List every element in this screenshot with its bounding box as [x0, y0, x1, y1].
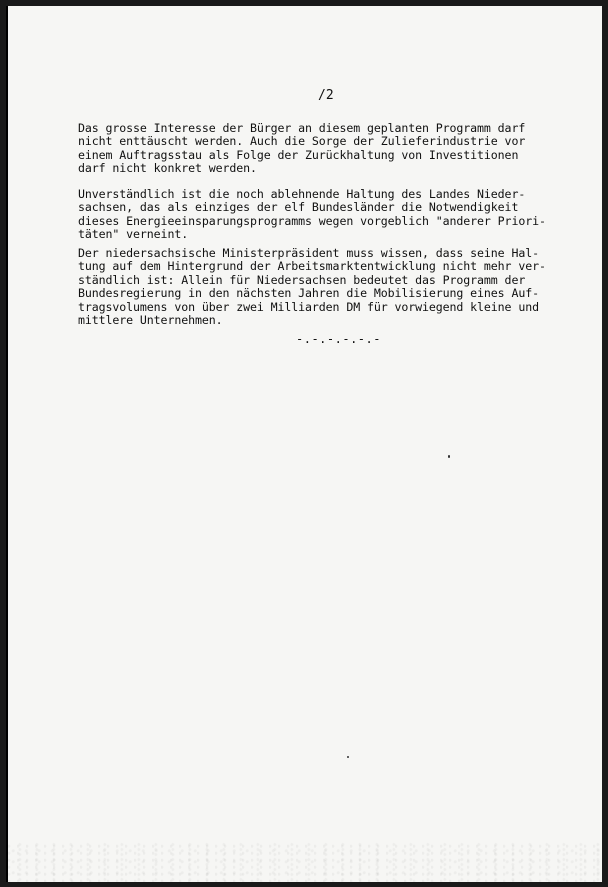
scan-speck [347, 756, 349, 758]
end-mark: -.-.-.-.-.- [296, 332, 381, 346]
text-line: einem Auftragsstau als Folge der Zurückhaltung von Investitionen [78, 147, 519, 162]
scan-noise [8, 842, 602, 882]
text-line: Der niedersachsische Ministerpräsident muss wissen, dass seine Hal- [78, 246, 539, 260]
text-line: Unverständlich ist die noch ablehnende Haltung des Landes Nieder- [78, 187, 526, 201]
text-line: Das grosse Interesse der Bürger an diesem geplanten Programm darf [78, 121, 526, 135]
text-line: dieses Energieeinsparungsprogramms wegen vorgeblich "anderer Priori- [78, 213, 546, 228]
text-line: darf nicht konkret werden. [78, 161, 257, 176]
paragraph-interest [78, 122, 564, 176]
page-number: /2 [318, 88, 334, 103]
document-page [6, 6, 602, 882]
text-line: nicht enttäuscht werden. Auch die Sorge der Zulieferindustrie vor [78, 134, 526, 149]
text-line: tragsvolumens von über zwei Milliarden DM für vorwiegend kleine und [78, 299, 539, 314]
text-line: ständlich ist: Allein für Niedersachsen bedeutet das Programm der [78, 272, 526, 287]
paragraph-ministerpraesident [78, 247, 564, 327]
text-line: Bundesregierung in den nächsten Jahren die Mobilisierung eines Auf- [78, 286, 539, 301]
scan-speck [448, 455, 450, 458]
paragraph-niedersachsen-position [78, 188, 564, 242]
text-line: tung auf dem Hintergrund der Arbeitsmarktentwicklung nicht mehr ver- [78, 259, 546, 274]
text-line: täten" verneint. [78, 227, 189, 242]
text-line: sachsen, das als einziges der elf Bundesländer die Notwendigkeit [78, 200, 519, 215]
text-line: mittlere Unternehmen. [78, 313, 223, 328]
